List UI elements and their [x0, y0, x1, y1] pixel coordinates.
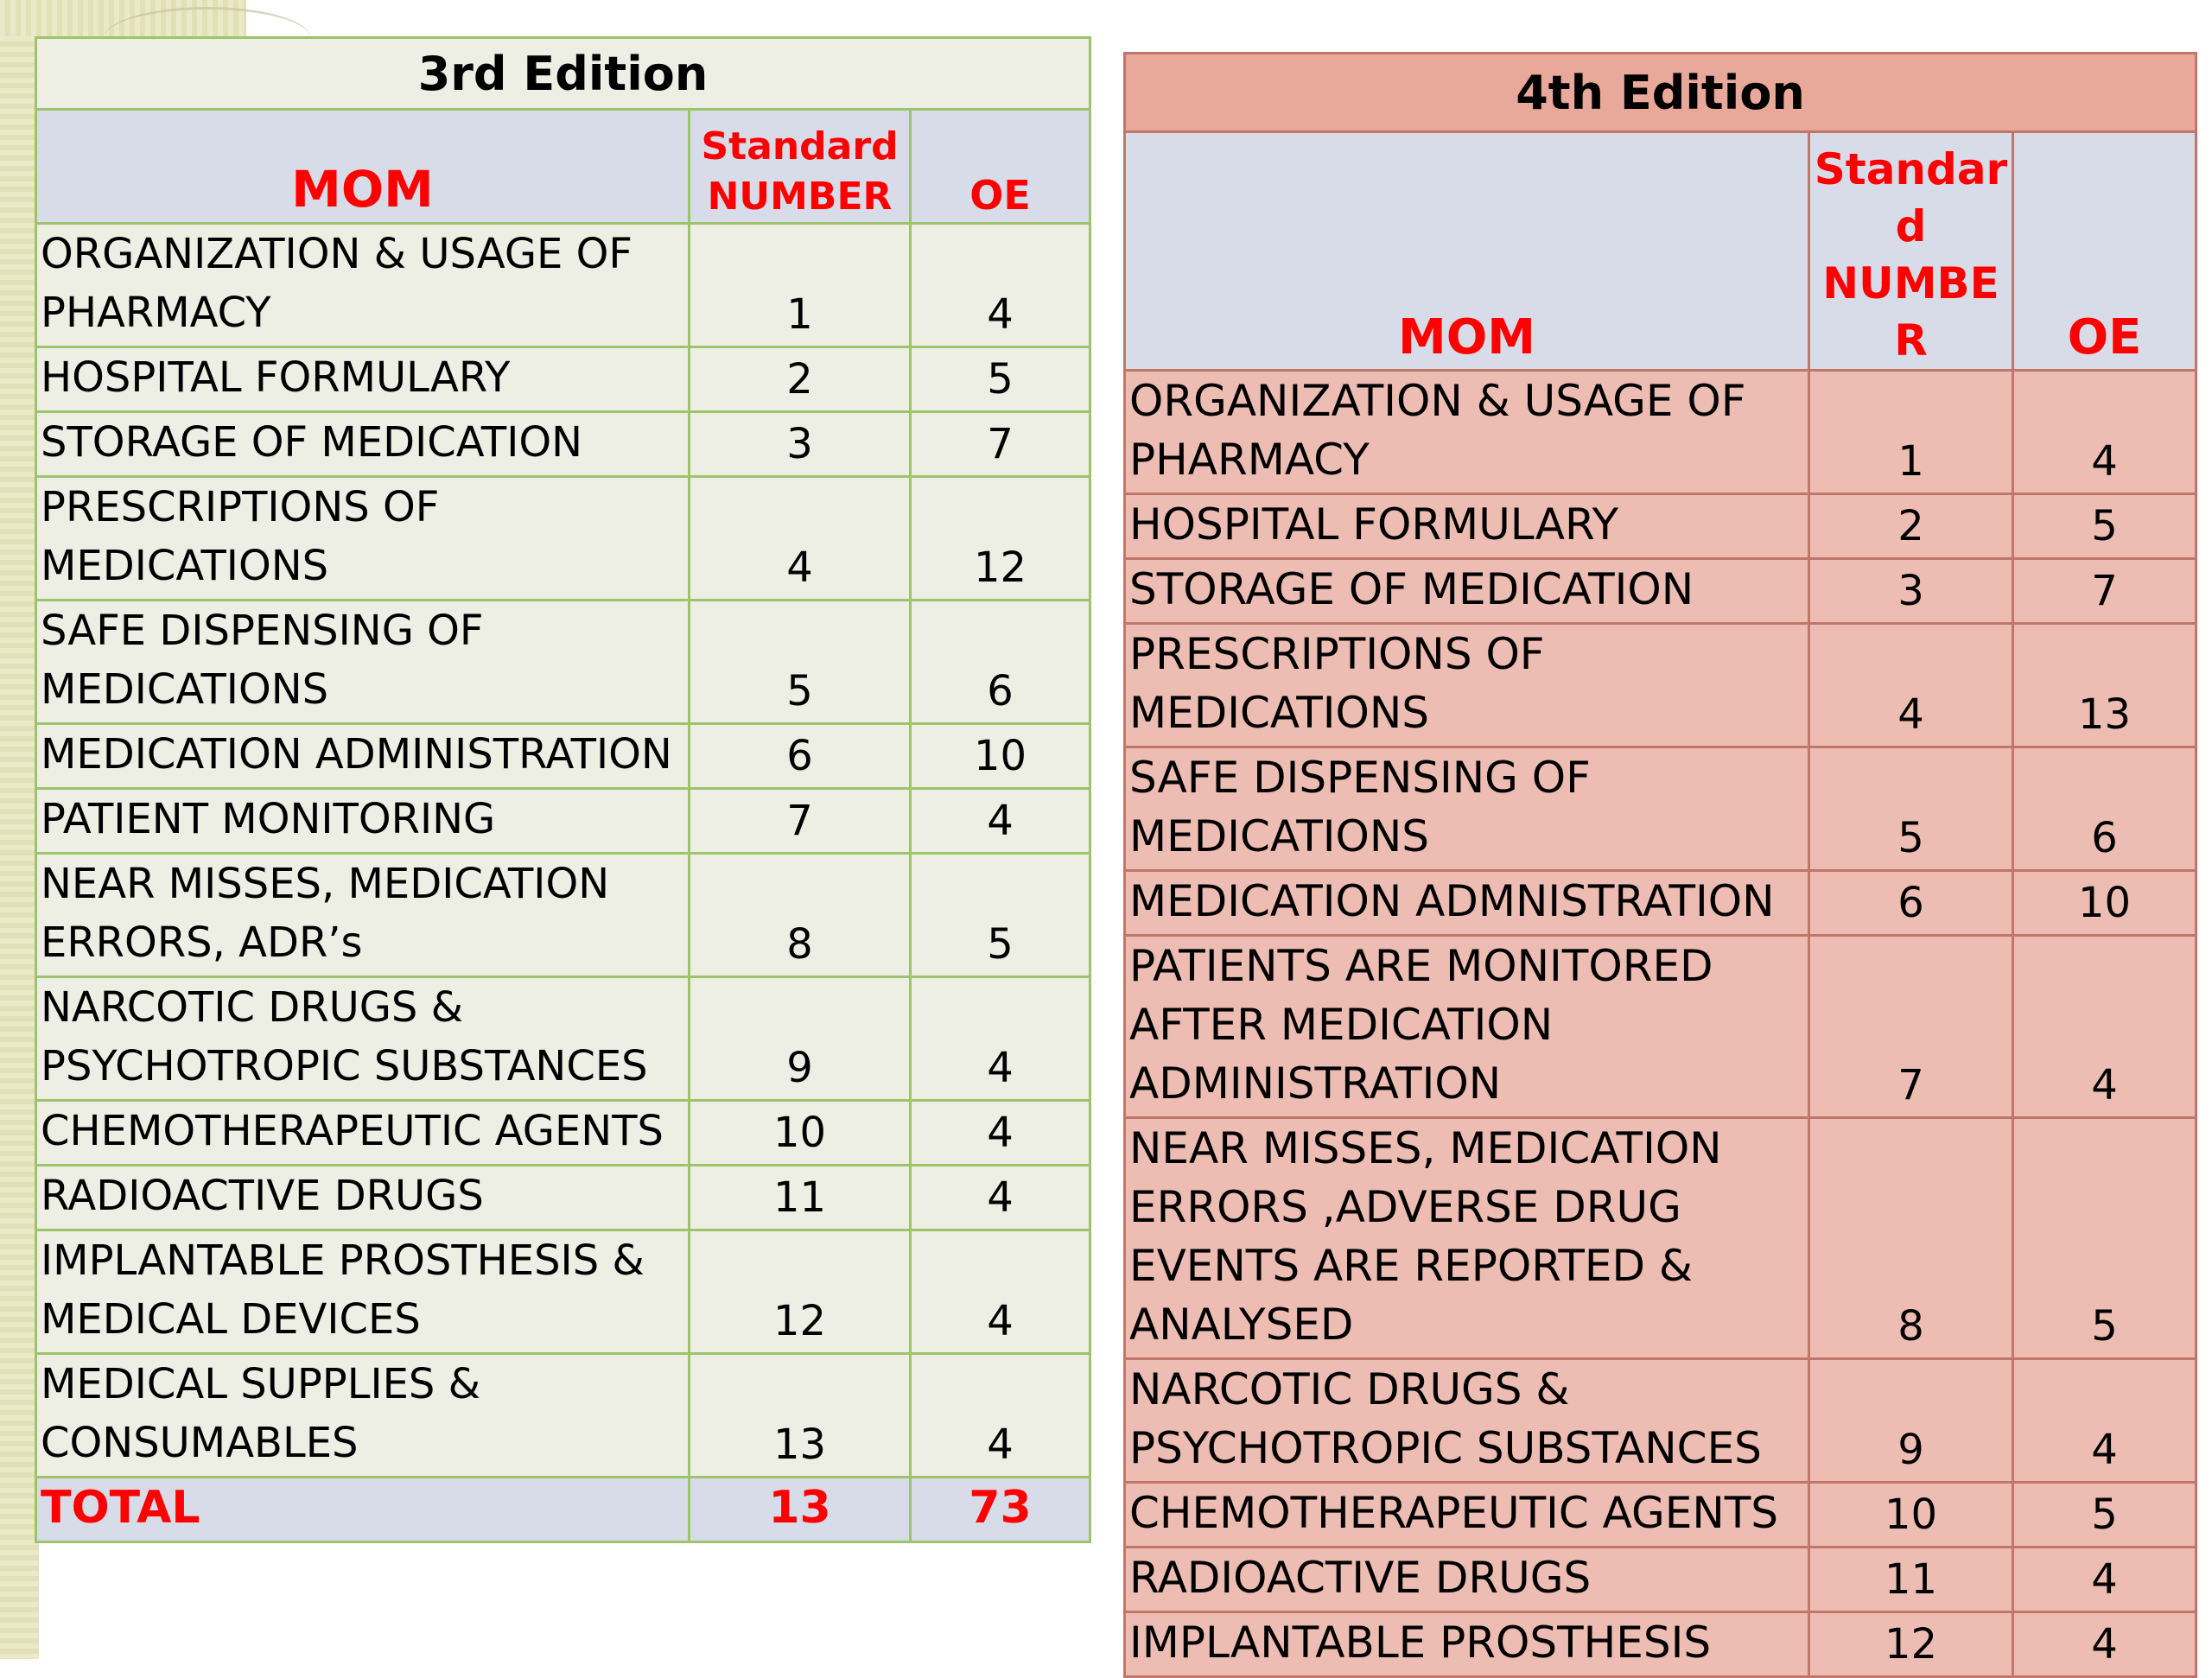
header-standard-line: Standar — [1814, 144, 2008, 194]
header-standard-number — [1809, 132, 2013, 371]
table-title-row — [36, 38, 1090, 110]
standard-cell: 3 — [1809, 559, 2013, 624]
table-row — [36, 1166, 1090, 1230]
oe-cell: 4 — [911, 224, 1090, 347]
mom-cell: CHEMOTHERAPEUTIC AGENTS — [36, 1101, 690, 1166]
mom-cell: RADIOACTIVE DRUGS — [1125, 1548, 1809, 1612]
table-title: 3rd Edition — [36, 38, 1090, 110]
oe-cell: 4 — [911, 1166, 1090, 1230]
standard-cell: 12 — [690, 1230, 911, 1354]
mom-cell: CHEMOTHERAPEUTIC AGENTS — [1125, 1483, 1809, 1548]
mom-cell: NARCOTIC DRUGS & PSYCHOTROPIC SUBSTANCES — [1125, 1359, 1809, 1483]
header-mom: MOM — [1125, 132, 1809, 371]
table-row — [1125, 1118, 2196, 1359]
table-row — [36, 854, 1090, 977]
mom-cell: NEAR MISSES, MEDICATION ERRORS ,ADVERSE DRUG EVENTS ARE REPORTED & ANALYSED — [1125, 1118, 1809, 1359]
table-row — [1125, 936, 2196, 1118]
oe-cell: 6 — [2013, 747, 2196, 871]
header-row — [36, 110, 1090, 224]
table-row — [1125, 494, 2196, 559]
table-row — [1125, 1612, 2196, 1677]
oe-cell: 7 — [911, 412, 1090, 477]
mom-cell: HOSPITAL FORMULARY — [1125, 494, 1809, 559]
total-label: TOTAL — [36, 1478, 690, 1542]
header-standard-number — [690, 110, 911, 224]
table-row — [36, 477, 1090, 601]
table-row — [36, 977, 1090, 1101]
standard-cell: 4 — [690, 477, 911, 601]
standard-cell: 11 — [690, 1166, 911, 1230]
table-row — [36, 1354, 1090, 1478]
mom-cell: PATIENTS ARE MONITORED AFTER MEDICATION ADMINISTRATION — [1125, 936, 1809, 1118]
total-row — [36, 1478, 1090, 1542]
table-row — [1125, 747, 2196, 871]
mom-cell: ORGANIZATION & USAGE OF PHARMACY — [36, 224, 690, 347]
mom-cell: ORGANIZATION & USAGE OF PHARMACY — [1125, 371, 1809, 494]
oe-cell: 5 — [911, 347, 1090, 412]
table-row — [1125, 1359, 2196, 1483]
mom-cell: PRESCRIPTIONS OF MEDICATIONS — [36, 477, 690, 601]
oe-cell: 10 — [911, 724, 1090, 789]
header-standard-line: Standard — [701, 124, 899, 168]
table-row — [1125, 871, 2196, 936]
oe-cell: 4 — [911, 789, 1090, 854]
table-3rd-edition — [35, 36, 1091, 1543]
table-row — [36, 724, 1090, 789]
oe-cell: 5 — [911, 854, 1090, 977]
standard-cell: 2 — [690, 347, 911, 412]
standard-cell: 6 — [1809, 871, 2013, 936]
standard-cell: 5 — [1809, 747, 2013, 871]
oe-cell: 4 — [2013, 371, 2196, 494]
standard-cell: 11 — [1809, 1548, 2013, 1612]
oe-cell: 4 — [2013, 1548, 2196, 1612]
oe-cell: 7 — [2013, 559, 2196, 624]
mom-cell: MEDICATION ADMNISTRATION — [1125, 871, 1809, 936]
mom-cell: STORAGE OF MEDICATION — [36, 412, 690, 477]
table-row — [36, 412, 1090, 477]
table-row — [36, 1230, 1090, 1354]
standard-cell: 9 — [690, 977, 911, 1101]
oe-cell: 5 — [2013, 1118, 2196, 1359]
mom-cell: IMPLANTABLE PROSTHESIS & MEDICAL DEVICES — [36, 1230, 690, 1354]
mom-cell: STORAGE OF MEDICATION — [1125, 559, 1809, 624]
table-row — [36, 1101, 1090, 1166]
standard-cell: 8 — [1809, 1118, 2013, 1359]
table-row — [36, 347, 1090, 412]
table-row — [36, 224, 1090, 347]
standard-cell: 12 — [1809, 1612, 2013, 1677]
standard-cell: 6 — [690, 724, 911, 789]
standard-cell: 7 — [690, 789, 911, 854]
mom-cell: NEAR MISSES, MEDICATION ERRORS, ADR’s — [36, 854, 690, 977]
standard-cell: 13 — [690, 1354, 911, 1478]
oe-cell: 4 — [911, 1230, 1090, 1354]
oe-cell: 6 — [911, 601, 1090, 724]
mom-cell: MEDICATION ADMINISTRATION — [36, 724, 690, 789]
oe-cell: 4 — [911, 1354, 1090, 1478]
mom-cell: NARCOTIC DRUGS & PSYCHOTROPIC SUBSTANCES — [36, 977, 690, 1101]
background-pattern — [0, 0, 39, 1659]
header-oe: OE — [911, 110, 1090, 224]
mom-cell: RADIOACTIVE DRUGS — [36, 1166, 690, 1230]
table-row — [36, 789, 1090, 854]
oe-cell: 4 — [911, 977, 1090, 1101]
header-standard-line: NUMBE — [1822, 258, 1999, 308]
mom-cell: IMPLANTABLE PROSTHESIS — [1125, 1612, 1809, 1677]
mom-cell: SAFE DISPENSING OF MEDICATIONS — [1125, 747, 1809, 871]
oe-cell: 4 — [2013, 1612, 2196, 1677]
standard-cell: 1 — [1809, 371, 2013, 494]
standard-cell: 5 — [690, 601, 911, 724]
header-mom: MOM — [36, 110, 690, 224]
oe-cell: 5 — [2013, 1483, 2196, 1548]
oe-cell: 4 — [911, 1101, 1090, 1166]
table-title-row — [1125, 54, 2196, 132]
mom-cell: PATIENT MONITORING — [36, 789, 690, 854]
table-row — [1125, 559, 2196, 624]
header-standard-line: NUMBER — [707, 175, 893, 219]
header-standard-line: R — [1894, 315, 1928, 365]
table-row — [1125, 1483, 2196, 1548]
table-row — [36, 601, 1090, 724]
mom-cell: PRESCRIPTIONS OF MEDICATIONS — [1125, 624, 1809, 747]
standard-cell: 3 — [690, 412, 911, 477]
standard-cell: 2 — [1809, 494, 2013, 559]
oe-cell: 12 — [911, 477, 1090, 601]
total-oe: 73 — [911, 1478, 1090, 1542]
total-standard: 13 — [690, 1478, 911, 1542]
oe-cell: 13 — [2013, 624, 2196, 747]
standard-cell: 10 — [690, 1101, 911, 1166]
oe-cell: 10 — [2013, 871, 2196, 936]
standard-cell: 4 — [1809, 624, 2013, 747]
table-4th-edition — [1123, 52, 2197, 1678]
header-oe: OE — [2013, 132, 2196, 371]
table-row — [1125, 371, 2196, 494]
header-row — [1125, 132, 2196, 371]
mom-cell: MEDICAL SUPPLIES & CONSUMABLES — [36, 1354, 690, 1478]
oe-cell: 5 — [2013, 494, 2196, 559]
oe-cell: 4 — [2013, 1359, 2196, 1483]
standard-cell: 1 — [690, 224, 911, 347]
mom-cell: SAFE DISPENSING OF MEDICATIONS — [36, 601, 690, 724]
oe-cell: 4 — [2013, 936, 2196, 1118]
standard-cell: 9 — [1809, 1359, 2013, 1483]
mom-cell: HOSPITAL FORMULARY — [36, 347, 690, 412]
table-title: 4th Edition — [1125, 54, 2196, 132]
header-standard-line: d — [1895, 201, 1927, 251]
table-row — [1125, 1548, 2196, 1612]
standard-cell: 10 — [1809, 1483, 2013, 1548]
standard-cell: 8 — [690, 854, 911, 977]
standard-cell: 7 — [1809, 936, 2013, 1118]
table-row — [1125, 624, 2196, 747]
